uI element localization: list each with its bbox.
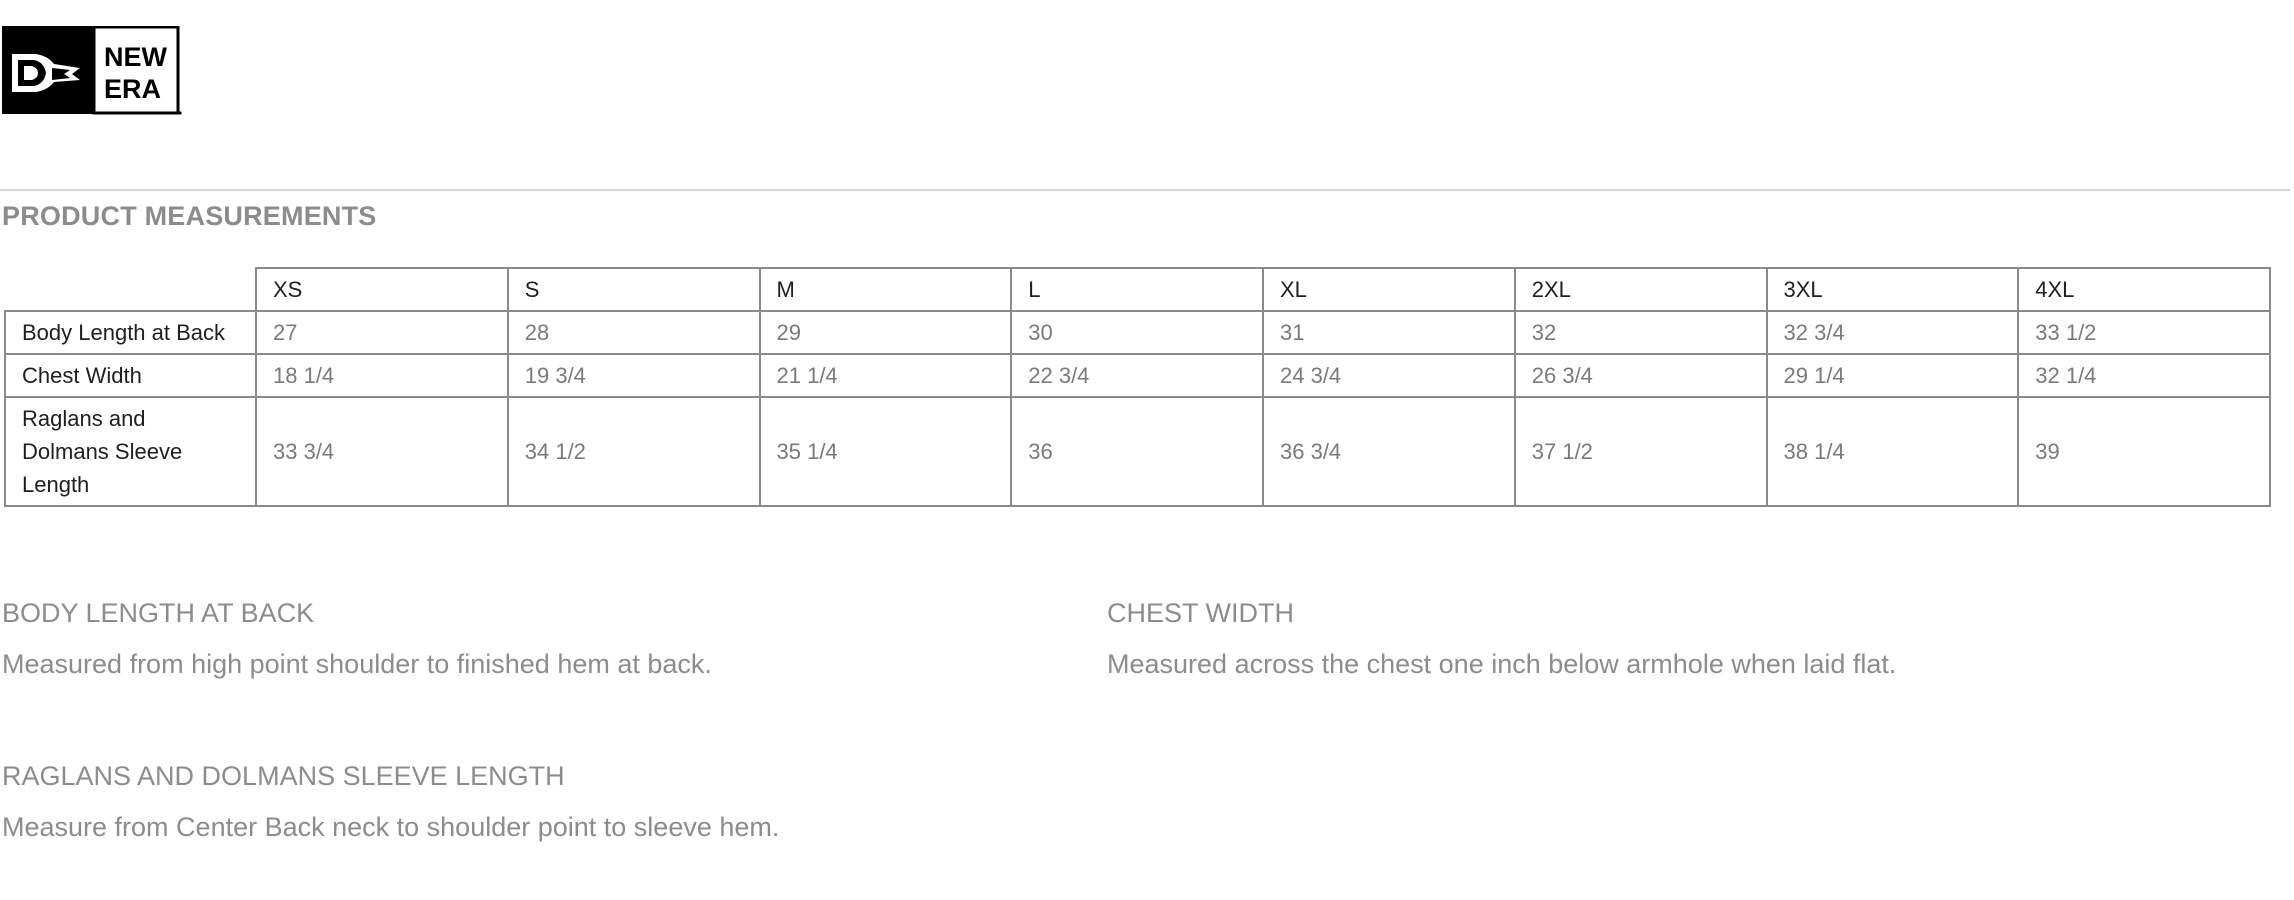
table-cell: 26 3/4 — [1515, 354, 1767, 397]
logo-word-era: ERA — [104, 74, 162, 104]
size-header-3xl: 3XL — [1767, 268, 2019, 311]
table-cell: 33 3/4 — [256, 397, 508, 506]
table-cell: 31 — [1263, 311, 1515, 354]
table-cell: 27 — [256, 311, 508, 354]
table-cell: 32 1/4 — [2018, 354, 2270, 397]
table-cell: 34 1/2 — [508, 397, 760, 506]
row-label-chest-width: Chest Width — [5, 354, 256, 397]
table-cell: 24 3/4 — [1263, 354, 1515, 397]
table-row-body-length — [5, 311, 2270, 354]
section-title: PRODUCT MEASUREMENTS — [2, 201, 377, 231]
logo-word-new: NEW — [104, 42, 167, 72]
table-cell: 38 1/4 — [1767, 397, 2019, 506]
table-cell: 22 3/4 — [1011, 354, 1263, 397]
definition-title-sleeve-length: RAGLANS AND DOLMANS SLEEVE LENGTH — [2, 761, 565, 791]
table-cell: 37 1/2 — [1515, 397, 1767, 506]
table-cell: 19 3/4 — [508, 354, 760, 397]
size-header-4xl: 4XL — [2018, 268, 2270, 311]
table-cell: 29 — [760, 311, 1012, 354]
table-cell: 36 3/4 — [1263, 397, 1515, 506]
table-row-sleeve-length — [5, 397, 2270, 506]
row-label-sleeve-length: Raglans and Dolmans Sleeve Length — [5, 397, 256, 506]
table-cell: 18 1/4 — [256, 354, 508, 397]
size-header-l: L — [1011, 268, 1263, 311]
table-cell: 36 — [1011, 397, 1263, 506]
size-header-s: S — [508, 268, 760, 311]
measurements-table — [4, 267, 2271, 507]
table-cell: 29 1/4 — [1767, 354, 2019, 397]
table-cell: 28 — [508, 311, 760, 354]
table-corner-cell — [5, 268, 256, 311]
size-header-xs: XS — [256, 268, 508, 311]
table-cell: 39 — [2018, 397, 2270, 506]
size-header-2xl: 2XL — [1515, 268, 1767, 311]
new-era-logo — [2, 26, 182, 116]
definition-title-chest-width: CHEST WIDTH — [1107, 598, 1294, 628]
table-cell: 33 1/2 — [2018, 311, 2270, 354]
row-label-body-length: Body Length at Back — [5, 311, 256, 354]
table-cell: 32 3/4 — [1767, 311, 2019, 354]
size-header-m: M — [760, 268, 1012, 311]
size-header-row — [5, 268, 2270, 311]
definition-text-body-length: Measured from high point shoulder to finished hem at back. — [2, 649, 712, 679]
table-cell: 21 1/4 — [760, 354, 1012, 397]
table-cell: 30 — [1011, 311, 1263, 354]
header-divider — [0, 189, 2290, 191]
table-row-chest-width — [5, 354, 2270, 397]
definition-text-chest-width: Measured across the chest one inch below armhole when laid flat. — [1107, 649, 1897, 679]
registered-mark-icon — [178, 111, 181, 114]
table-cell: 35 1/4 — [760, 397, 1012, 506]
new-era-logo-icon — [2, 26, 182, 116]
table-cell: 32 — [1515, 311, 1767, 354]
definition-text-sleeve-length: Measure from Center Back neck to shoulder point to sleeve hem. — [2, 812, 780, 842]
definition-title-body-length: BODY LENGTH AT BACK — [2, 598, 315, 628]
size-header-xl: XL — [1263, 268, 1515, 311]
